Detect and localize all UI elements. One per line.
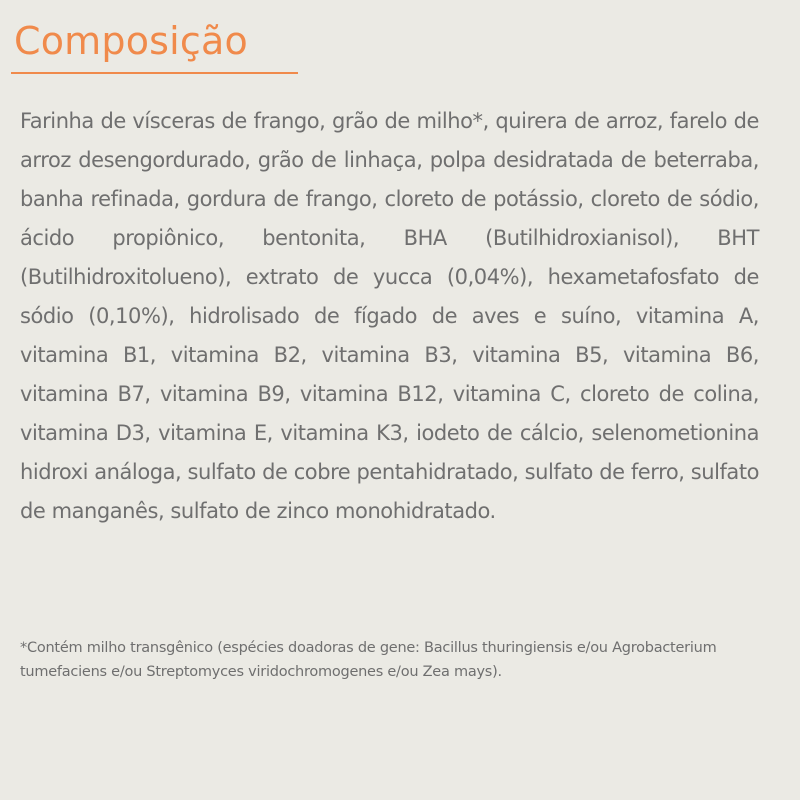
ingredients-list: Farinha de vísceras de frango, grão de milho*, quirera de arroz, farelo de arroz desengordurado, grão de linhaça, polpa desidratada de beterraba, banha refinada, gordura de frango, cloreto de potássio, cloreto de sódio, ácido propiônico, bentonita, BHA (Butilhidroxianisol), BHT (Butilhidroxitolueno), extrato de yucca (0,04%), hexametafosfato de sódio (0,10%), hidrolisado de fígado de aves e suíno, vitamina A, vitamina B1, vitamina B2, vitamina B3, vitamina B5, vitamina B6, vitamina B7, vitamina B9, vitamina B12, vitamina C, cloreto de colina, vitamina D3, vitamina E, vitamina K3, iodeto de cálcio, selenometionina hidroxi análoga, sulfato de cobre pentahidratado, sulfato de ferro, sulfato de manganês, sulfato de zinco monohidratado. [20,109,759,523]
page-title: Composição [14,19,248,63]
title-underline-divider [11,72,298,74]
transgenic-footnote: *Contém milho transgênico (espécies doadoras de gene: Bacillus thuringiensis e/ou Agrobacterium tumefaciens e/ou Streptomyces viridochromogenes e/ou Zea mays). [20,640,717,680]
